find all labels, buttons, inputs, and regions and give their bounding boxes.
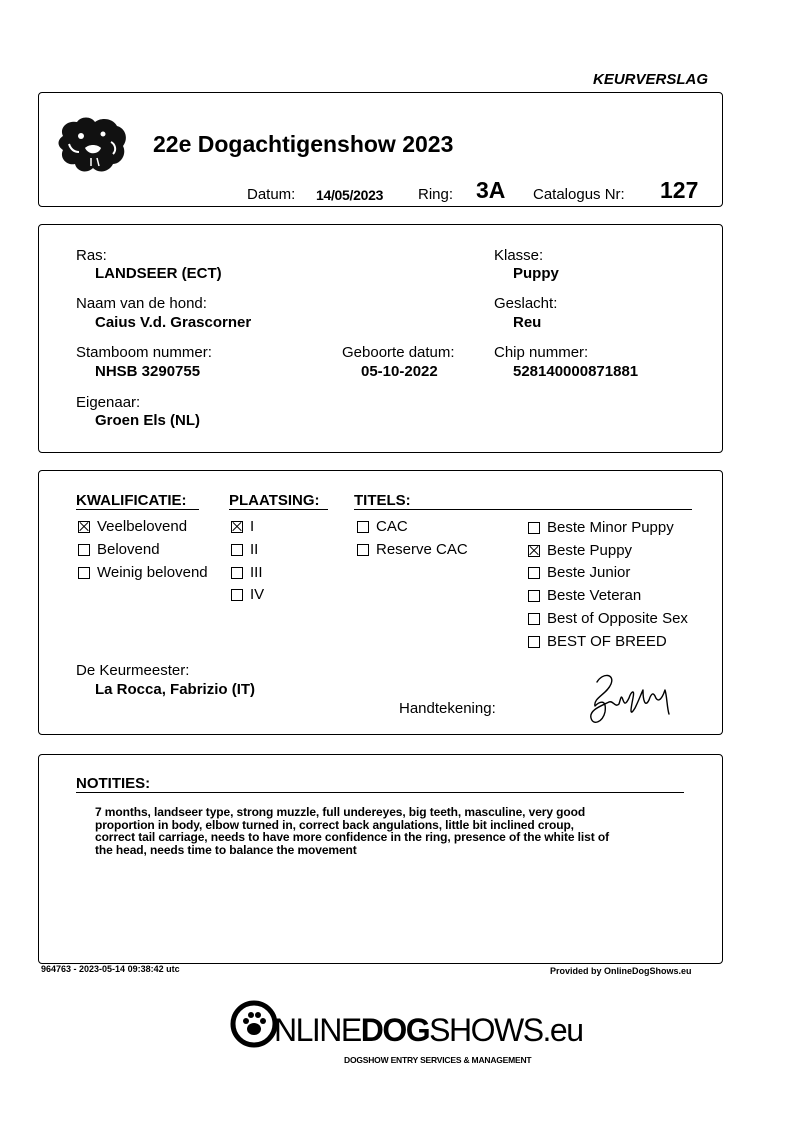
stamboom-value: NHSB 3290755: [95, 363, 201, 380]
paw-logo-icon: [229, 999, 279, 1049]
catalog-value: 127: [660, 177, 699, 203]
kwalificatie-option[interactable]: Weinig belovend: [78, 564, 208, 581]
checkbox-checked-icon[interactable]: [231, 521, 243, 533]
checkbox-checked-icon[interactable]: [528, 545, 540, 557]
notes-heading: NOTITIES:: [76, 775, 151, 792]
geboorte-value: 05-10-2022: [361, 363, 438, 380]
plaatsing-option[interactable]: III: [231, 564, 263, 581]
geslacht-label: Geslacht:: [494, 295, 558, 312]
plaatsing-heading: PLAATSING:: [229, 492, 320, 509]
notes-line: 7 months, landseer type, strong muzzle, full undereyes, big teeth, masculine, very good: [95, 805, 586, 819]
checkbox-icon[interactable]: [231, 544, 243, 556]
checkbox-icon[interactable]: [231, 589, 243, 601]
plaatsing-option[interactable]: II: [231, 541, 258, 558]
geboorte-label: Geboorte datum:: [342, 344, 455, 361]
chip-value: 528140000871881: [513, 363, 639, 380]
ras-label: Ras:: [76, 247, 107, 264]
eigenaar-value: Groen Els (NL): [95, 412, 201, 429]
ras-value: LANDSEER (ECT): [95, 265, 222, 282]
notes-text: [95, 806, 695, 856]
kwalificatie-heading: KWALIFICATIE:: [76, 492, 187, 509]
titel-option[interactable]: Beste Minor Puppy: [528, 519, 674, 536]
geslacht-value: Reu: [513, 314, 542, 331]
catalog-label: Catalogus Nr:: [533, 186, 625, 203]
signature-icon: [585, 668, 680, 730]
titel-option[interactable]: CAC: [357, 518, 408, 535]
checkbox-icon[interactable]: [357, 544, 369, 556]
titel-option[interactable]: Best of Opposite Sex: [528, 610, 688, 627]
notes-line: proportion in body, elbow turned in, correct back angulations, little bit inclined croup,: [95, 817, 574, 832]
keurmeester-value: La Rocca, Fabrizio (IT): [95, 681, 256, 698]
kwalificatie-option[interactable]: Veelbelovend: [78, 518, 187, 535]
datum-label: Datum:: [247, 186, 296, 203]
checkbox-icon[interactable]: [528, 590, 540, 602]
titels-rule: [354, 509, 692, 510]
checkbox-icon[interactable]: [78, 567, 90, 579]
titel-option[interactable]: BEST OF BREED: [528, 633, 667, 650]
naam-value: Caius V.d. Grascorner: [95, 314, 252, 331]
handtekening-label: Handtekening:: [399, 700, 496, 717]
titel-option[interactable]: Beste Puppy: [528, 542, 632, 559]
notes-line: the head, needs time to balance the movement: [95, 842, 357, 857]
titels-heading: TITELS:: [354, 492, 411, 509]
notes-rule: [76, 792, 684, 793]
checkbox-icon[interactable]: [528, 636, 540, 648]
ring-value: 3A: [476, 177, 506, 203]
titel-option[interactable]: Beste Junior: [528, 564, 630, 581]
checkbox-icon[interactable]: [78, 544, 90, 556]
checkbox-checked-icon[interactable]: [78, 521, 90, 533]
naam-label: Naam van de hond:: [76, 295, 207, 312]
checkbox-icon[interactable]: [231, 567, 243, 579]
plaatsing-option[interactable]: IV: [231, 586, 264, 603]
brand-tagline: DOGSHOW ENTRY SERVICES & MANAGEMENT: [344, 1055, 532, 1065]
checkbox-icon[interactable]: [528, 613, 540, 625]
plaatsing-option[interactable]: I: [231, 518, 254, 535]
checkbox-icon[interactable]: [528, 567, 540, 579]
provided-by: Provided by OnlineDogShows.eu: [550, 966, 692, 976]
keurmeester-label: De Keurmeester:: [76, 662, 190, 679]
dog-logo-icon: [55, 114, 133, 176]
titel-option[interactable]: Beste Veteran: [528, 587, 641, 604]
kwalificatie-rule: [76, 509, 199, 510]
notes-line: correct tail carriage, needs to have more confidence in the ring, presence of the white list of: [95, 830, 609, 844]
timestamp-stamp: 964763 - 2023-05-14 09:38:42 utc: [41, 964, 180, 974]
eigenaar-label: Eigenaar:: [76, 394, 141, 411]
brand-wordmark: NLINEDOGSHOWS.eu: [274, 1012, 583, 1048]
stamboom-label: Stamboom nummer:: [76, 344, 212, 361]
ring-label: Ring:: [418, 186, 454, 203]
klasse-label: Klasse:: [494, 247, 544, 264]
datum-value: 14/05/2023: [316, 187, 384, 203]
show-title: 22e Dogachtigenshow 2023: [153, 131, 454, 157]
kwalificatie-option[interactable]: Belovend: [78, 541, 160, 558]
plaatsing-rule: [229, 509, 328, 510]
klasse-value: Puppy: [513, 265, 559, 282]
report-title: KEURVERSLAG: [593, 71, 709, 88]
checkbox-icon[interactable]: [357, 521, 369, 533]
titel-option[interactable]: Reserve CAC: [357, 541, 468, 558]
chip-label: Chip nummer:: [494, 344, 589, 361]
checkbox-icon[interactable]: [528, 522, 540, 534]
